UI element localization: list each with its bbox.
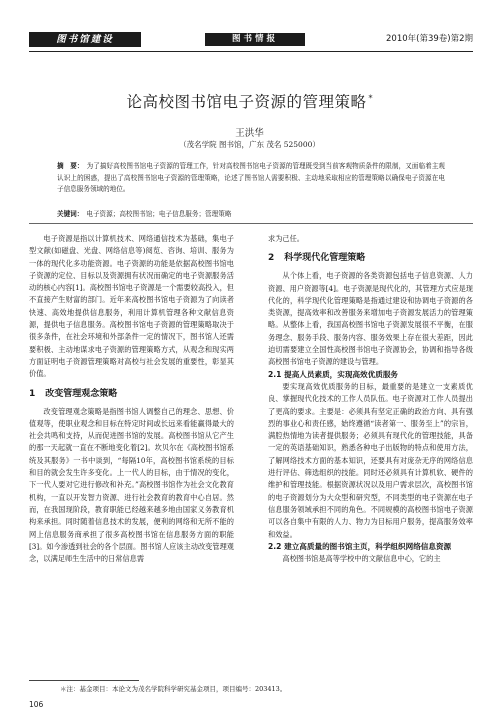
right-column: [268, 233, 473, 565]
subsection-heading-2-2: 2.2 建立高质量的图书馆主页，科学组织网络信息资源: [268, 541, 452, 551]
subsection-heading-2-1: 2.1 提高人员素质，实现高效优质服务: [268, 369, 399, 379]
abstract: [57, 161, 445, 196]
left-column: [29, 233, 234, 565]
journal-logo: 图书馆建设: [29, 32, 141, 47]
keywords-text: 电子资源；高校图书馆；电子信息服务；管理策略: [86, 210, 232, 218]
article-title: 论高校图书馆电子资源的管理策略: [126, 93, 367, 111]
abstract-divider: [29, 223, 473, 224]
header-rule: [29, 51, 473, 52]
section-number: 1: [29, 388, 36, 399]
abstract-text: 为了搞好高校图书馆电子资源的管理工作，针对高校图书馆电子资源的管理既受到当前客观物质条件的限制，又面临着主观认识上的困惑，提出了高校图书馆电子资源的管理策略，论述了图书馆人需要积极、主动地采取相应的管理策略以确保电子资源在电子信息服务领域的地位。: [57, 162, 446, 193]
issue-info: 2010年(第39卷)第2期: [386, 34, 473, 44]
running-header: [29, 30, 473, 50]
section-title: 改变管理观念策略: [45, 388, 118, 399]
page-number: 106: [29, 700, 44, 709]
author: 王洪华: [235, 128, 264, 139]
paragraph: 从个体上看，电子资源的各类资源包括电子信息资源、人力资源、用户资源等[4]。电子资源是现代化的，其管理方式应是现代化的，科学现代化管理策略是指通过建设和协调电子资源的各类资源，提高效率和改善服务来增加电子资源发展活力的管理策略。从整体上看，我国高校图书馆电子资源发展很不平衡，在服务理念、服务手段、服务内容、服务效果上存在很大差距，因此迫切需要建立全国性高校图书馆电子资源协会，协调和指导各级高校图书馆电子资源的建设与管理。: [268, 271, 473, 367]
section-number: 2: [268, 253, 275, 264]
section-heading-2: [268, 252, 473, 264]
paragraph: 求为己任。: [268, 234, 304, 243]
abstract-label: 摘 要：: [57, 162, 84, 170]
title-row: [0, 90, 499, 112]
footnote-rule: [29, 680, 139, 681]
affiliation: （茂名学院 图书馆，广东 茂名 525000）: [179, 140, 320, 149]
keywords: [57, 209, 445, 219]
journal-name: 图书情报: [205, 33, 305, 46]
paragraph: 要实现高效优质服务的目标，最重要的是建立一支素质优良、掌握现代化技术的工作人员队伍。电子资源对工作人员提出了更高的要求。主要是：必须具有坚定正确的政治方向、具有强烈的事业心和责任感，始终遵循“读者第一、服务至上”的宗旨，满腔热情地为读者提供服务；必须具有现代化的管理技能，具备一定的英语基础知识，熟悉各种电子出版物的特点和使用方法，了解网络技术方面的基本知识，还要具有对庞杂无序的网络信息进行评估、筛选组织的技能。同时还必须具有计算机软、硬件的维护和管理技能。根据资源状况以及用户需求层次，高校图书馆的电子资源划分为大众型和研究型，不同类型的电子资源在电子信息服务领域承担不同的角色。不同规模的高校图书馆电子资源可以各自集中有限的人力、物力为目标用户服务，提高服务效率和效益。: [268, 381, 473, 539]
footnote: ＊注：基金项目：本论文为茂名学院科学研究基金项目，项目编号：203413。: [60, 685, 287, 693]
title-footnote-mark: *: [368, 93, 373, 103]
paragraph: 改变管理观念策略是指图书馆人调整自己的理念、思想、价值观等，使职业观念和目标在特定时间或长远来看能赢得最大的社会共鸣和支持，从而促进图书馆的发展。高校图书馆从它产生的那一天起就一直在不断地变化着[2]。坎贝尔在《高校图书馆系统及其服务》一书中谈到，“每隔10年，高校图书馆系统的目标和目的就会发生许多变化。上一代人的目标，由于情况的变化，下一代人要对它进行修改和补充。”高校图书馆作为社会文化教育机构，一直以开发智力资源、进行社会教育的教育中心自居。然而，在我国现阶段，教育职能已经越来越多地由国家义务教育机构来承担。同时随着信息技术的发展，便利的网络和无所不能的网上信息服务商承担了很多高校图书馆在信息服务方面的职能[3]。如今渗透到社会的各个层面。图书馆人应该主动改变管理观念，以满足师生生活中的日常信息需: [29, 406, 234, 564]
keywords-label: 关键词：: [57, 210, 84, 218]
paragraph: 高校图书馆是高等学校中的文献信息中心，它的主: [282, 554, 441, 564]
paragraph: 电子资源是指以计算机技术、网络通信技术为基础，集电子型文献(如磁盘、光盘、网络信息等)阅览、咨询、培训、服务为一体的现代化多功能资源。电子资源的功能是依据高校图书馆电子资源的定位、目标以及资源拥有状况而确定的电子资源服务活动的核心内容[1]。高校图书馆电子资源是一个需要较高投入，但不直接产生财富的部门。近年来高校图书馆电子资源为了向读者快速、高效地提供信息服务，利用计算机管理各种文献信息资源，提供电子信息服务。高校图书馆电子资源的管理策略取决于很多条件，在社会环境和外部条件一定的情况下，图书馆人还需要积极、主动地谋求电子资源的管理策略方式，从观念和现实两方面证明电子资源管理策略对高校与社会发展的重要性，彰显其价值。: [29, 234, 234, 379]
section-title: 科学现代化管理策略: [284, 253, 366, 264]
section-heading-1: [29, 388, 234, 400]
